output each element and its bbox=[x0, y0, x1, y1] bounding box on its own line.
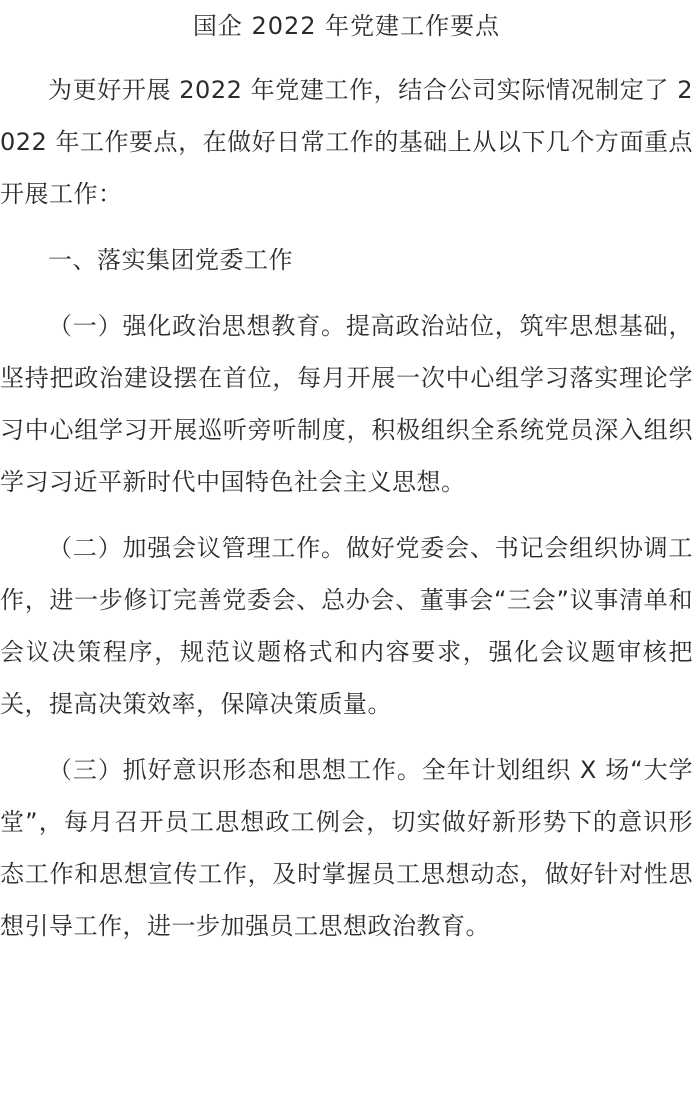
item-2-paragraph: （二）加强会议管理工作。做好党委会、书记会组织协调工作，进一步修订完善党委会、总办会、董事会“三会”议事清单和会议决策程序，规范议题格式和内容要求，强化会议题审核把关，提高决策效率，保障决策质量。 bbox=[0, 534, 693, 718]
document-title: 国企 2022 年党建工作要点 bbox=[192, 12, 501, 40]
item-1-paragraph: （一）强化政治思想教育。提高政治站位，筑牢思想基础，坚持把政治建设摆在首位，每月开展一次中心组学习落实理论学习中心组学习开展巡听旁听制度，积极组织全系统党员深入组织学习习近平新时代中国特色社会主义思想。 bbox=[0, 312, 693, 496]
item-3-paragraph: （三）抓好意识形态和思想工作。全年计划组织 X 场“大学堂”，每月召开员工思想政工例会，切实做好新形势下的意识形态工作和思想宣传工作，及时掌握员工思想动态，做好针对性思想引导工作，进一步加强员工思想政治教育。 bbox=[0, 756, 693, 940]
intro-paragraph: 为更好开展 2022 年党建工作，结合公司实际情况制定了 2022 年工作要点，在做好日常工作的基础上从以下几个方面重点开展工作： bbox=[0, 76, 693, 208]
section-1-heading: 一、落实集团党委工作 bbox=[48, 246, 293, 274]
